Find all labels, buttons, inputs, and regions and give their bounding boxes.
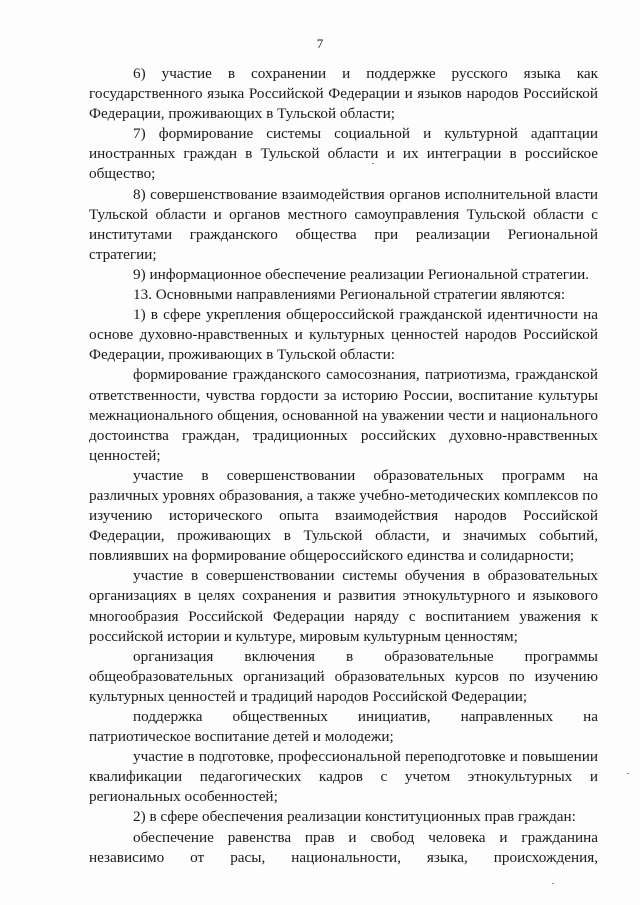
paragraph-item-9: 9) информационное обеспечение реализации Региональной стратегии.	[133, 265, 590, 283]
paragraph-training-system: участие в совершенствовании системы обучения в образовательных организациях в целях сохранения и развития этнокультурного и языкового многообразия Российской Федерации наряду с воспитанием уважения к российской истории и культуре, мировым культурным ценностям;	[89, 567, 598, 645]
paragraph-direction-1: 1) в сфере укрепления общероссийской гражданской идентичности на основе духовно-нравственных и культурных ценностей народов Российской Федерации, проживающих в Тульской области:	[89, 306, 598, 364]
paragraph-item-6: 6) участие в сохранении и поддержке русского языка как государственного языка Российской Федерации и языков народов Российской Федерации, проживающих в Тульской области;	[89, 65, 598, 123]
paragraph-item-8: 8) совершенствование взаимодействия органов исполнительной власти Тульской области и органов местного самоуправления Тульской области с институтами гражданского общества при реализации Региональной стратегии;	[89, 185, 598, 263]
scan-speck	[627, 773, 629, 774]
page-number: 7	[316, 36, 324, 51]
scan-speck	[552, 883, 554, 884]
paragraph-civic-consciousness: формирование гражданского самосознания, патриотизма, гражданской ответственности, чувства гордости за историю России, воспитание культуры межнационального общения, основанной на уважении чести и национального достоинства граждан, традиционных российских духовно-нравственных ценностей;	[89, 366, 598, 464]
paragraph-direction-2: 2) в сфере обеспечения реализации конституционных прав граждан:	[133, 808, 576, 826]
scan-speck	[372, 163, 374, 164]
paragraph-course-inclusion: организация включения в образовательные программы общеобразовательных организаций образовательных курсов по изучению культурных ценностей и традиций народов Российской Федерации;	[89, 647, 598, 705]
paragraph-section-13: 13. Основными направлениями Региональной стратегии являются:	[133, 286, 566, 304]
document-body	[89, 64, 598, 868]
paragraph-equality: обеспечение равенства прав и свобод человека и гражданина независимо от расы, национальности, языка, происхождения,	[89, 828, 598, 866]
paragraph-item-7: 7) формирование системы социальной и культурной адаптации иностранных граждан в Тульской области и их интеграции в российское общество;	[89, 125, 598, 183]
paragraph-teacher-training: участие в подготовке, профессиональной переподготовке и повышении квалификации педагогических кадров с учетом этнокультурных и региональных особенностей;	[89, 748, 598, 806]
paragraph-public-initiatives: поддержка общественных инициатив, направленных на патриотическое воспитание детей и молодежи;	[89, 708, 598, 746]
paragraph-educational-programs: участие в совершенствовании образовательных программ на различных уровнях образования, а также учебно-методических комплексов по изучению исторического опыта взаимодействия народов Российской Федерации, проживающих в Тульской области, и значимых событий, повлиявших на формирование общероссийского единства и солидарности;	[89, 466, 598, 565]
